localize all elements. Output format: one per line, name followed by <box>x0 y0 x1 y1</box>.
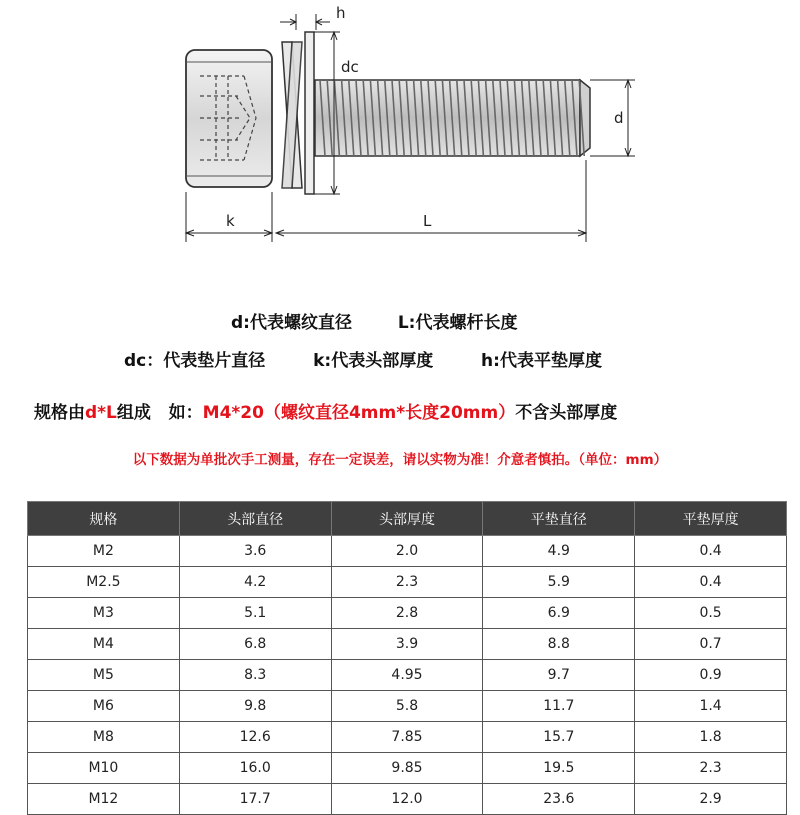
table-cell: 3.6 <box>179 536 331 567</box>
table-cell: 17.7 <box>179 784 331 815</box>
table-cell: 8.8 <box>483 629 635 660</box>
table-cell: 11.7 <box>483 691 635 722</box>
table-row <box>28 567 787 598</box>
table-cell: 9.85 <box>331 753 483 784</box>
spring-washer <box>282 42 302 188</box>
table-cell: 0.4 <box>635 567 787 598</box>
table-cell: 2.3 <box>635 753 787 784</box>
screw-dimension-diagram <box>0 0 800 260</box>
table-cell: 2.8 <box>331 598 483 629</box>
spec-prefix: 规格由 <box>34 403 85 423</box>
dim-label-dc: dc <box>341 58 359 76</box>
legend-k-key: k: <box>313 351 332 371</box>
table-cell: M2 <box>28 536 180 567</box>
legend-line-3 <box>34 398 617 423</box>
legend-h-text: 代表平垫厚度 <box>499 351 602 371</box>
legend-k-text: 代表头部厚度 <box>331 351 434 371</box>
table-cell: 4.95 <box>331 660 483 691</box>
table-cell: M5 <box>28 660 180 691</box>
table-cell: 0.5 <box>635 598 787 629</box>
column-header: 平垫厚度 <box>635 502 787 536</box>
table-cell: M12 <box>28 784 180 815</box>
table-cell: 5.1 <box>179 598 331 629</box>
column-header: 平垫直径 <box>483 502 635 536</box>
table-cell: M2.5 <box>28 567 180 598</box>
table-row <box>28 598 787 629</box>
table-cell: 2.3 <box>331 567 483 598</box>
table-cell: 12.0 <box>331 784 483 815</box>
table-cell: M4 <box>28 629 180 660</box>
table-row <box>28 722 787 753</box>
dim-label-d: d <box>614 109 624 127</box>
table-row <box>28 660 787 691</box>
table-cell: 5.8 <box>331 691 483 722</box>
spec-table <box>27 501 787 815</box>
table-cell: M3 <box>28 598 180 629</box>
dim-label-h: h <box>336 4 346 22</box>
table-header-row <box>28 502 787 536</box>
table-cell: 19.5 <box>483 753 635 784</box>
table-row <box>28 691 787 722</box>
table-row <box>28 629 787 660</box>
table-cell: 23.6 <box>483 784 635 815</box>
threaded-shaft <box>315 80 590 156</box>
legend-d-text: 代表螺纹直径 <box>249 313 352 333</box>
table-row <box>28 784 787 815</box>
table-cell: 1.8 <box>635 722 787 753</box>
table-cell: 0.4 <box>635 536 787 567</box>
table-cell: 8.3 <box>179 660 331 691</box>
legend-L-text: 代表螺杆长度 <box>415 313 518 333</box>
table-body <box>28 536 787 815</box>
table-cell: 6.9 <box>483 598 635 629</box>
table-cell: 16.0 <box>179 753 331 784</box>
table-cell: 0.7 <box>635 629 787 660</box>
table-cell: 4.9 <box>483 536 635 567</box>
table-row <box>28 753 787 784</box>
table-cell: 9.8 <box>179 691 331 722</box>
column-header: 头部厚度 <box>331 502 483 536</box>
table-cell: M6 <box>28 691 180 722</box>
screw-head <box>186 50 272 187</box>
legend-line-1 <box>231 308 517 333</box>
legend-h-key: h: <box>481 351 500 371</box>
measurement-note: 以下数据为单批次手工测量，存在一定误差，请以实物为准！介意者慎拍。（单位：mm） <box>132 452 668 468</box>
spec-middle: 组成 如： <box>116 403 203 423</box>
spec-formula: d*L <box>85 403 117 423</box>
legend-line-2 <box>124 346 602 371</box>
table-cell: 9.7 <box>483 660 635 691</box>
table-cell: M10 <box>28 753 180 784</box>
flat-washer <box>305 32 314 194</box>
legend-L-key: L: <box>397 313 416 333</box>
table-cell: 3.9 <box>331 629 483 660</box>
spec-suffix: 不含头部厚度 <box>515 403 618 423</box>
table-cell: 7.85 <box>331 722 483 753</box>
table-cell: M8 <box>28 722 180 753</box>
table-cell: 6.8 <box>179 629 331 660</box>
legend-dc-key: dc： <box>124 351 164 371</box>
table-cell: 2.0 <box>331 536 483 567</box>
column-header: 头部直径 <box>179 502 331 536</box>
table-cell: 12.6 <box>179 722 331 753</box>
table-row <box>28 536 787 567</box>
table-cell: 2.9 <box>635 784 787 815</box>
table-cell: 4.2 <box>179 567 331 598</box>
table-cell: 15.7 <box>483 722 635 753</box>
table-cell: 5.9 <box>483 567 635 598</box>
legend-dc-text: 代表垫片直径 <box>163 351 266 371</box>
dim-label-k: k <box>226 212 235 230</box>
dim-label-L: L <box>423 212 432 230</box>
column-header: 规格 <box>28 502 180 536</box>
legend-d-key: d: <box>231 313 250 333</box>
table-cell: 1.4 <box>635 691 787 722</box>
table-cell: 0.9 <box>635 660 787 691</box>
spec-example: M4*20（螺纹直径4mm*长度20mm） <box>202 403 516 423</box>
